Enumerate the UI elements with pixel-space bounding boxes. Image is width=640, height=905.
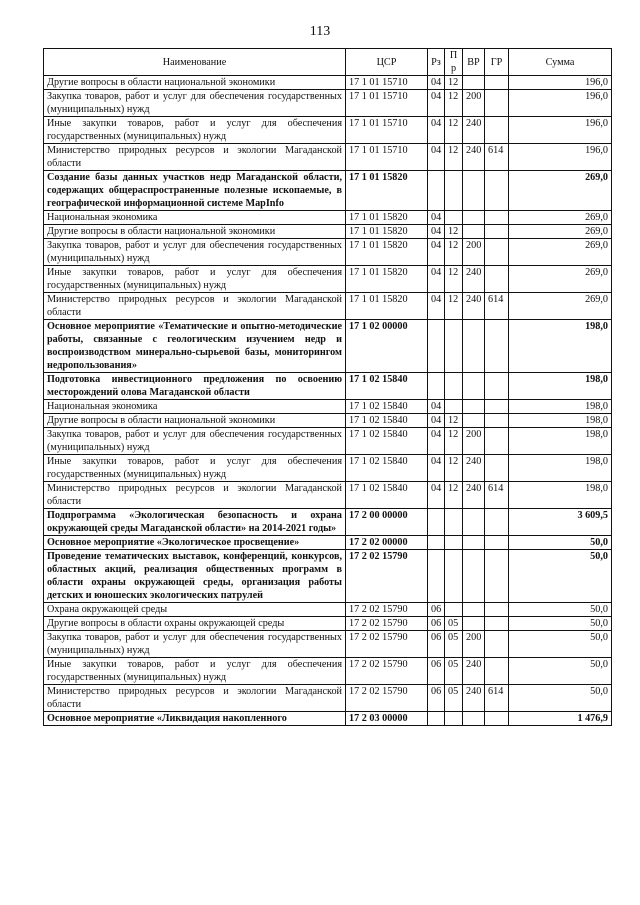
cell-csr: 17 2 02 15790: [346, 603, 428, 617]
cell-name: Национальная экономика: [44, 211, 346, 225]
table-row: [44, 414, 612, 428]
cell-gr: [485, 400, 509, 414]
cell-vr: 240: [463, 293, 485, 320]
cell-vr: 200: [463, 239, 485, 266]
cell-sum: 50,0: [509, 617, 612, 631]
table-row: [44, 712, 612, 726]
cell-pr: [445, 712, 463, 726]
table-body: [44, 76, 612, 726]
cell-rz: [428, 171, 445, 211]
table-row: [44, 603, 612, 617]
cell-sum: 198,0: [509, 414, 612, 428]
header-sum: Сумма: [509, 49, 612, 76]
cell-csr: 17 1 02 15840: [346, 455, 428, 482]
cell-name: Иные закупки товаров, работ и услуг для обеспечения государственных (муниципальных) нужд: [44, 658, 346, 685]
cell-sum: 50,0: [509, 631, 612, 658]
cell-sum: 198,0: [509, 455, 612, 482]
cell-csr: 17 2 02 15790: [346, 658, 428, 685]
table-row: [44, 617, 612, 631]
cell-name: Основное мероприятие «Тематические и опытно-методические работы, связанные с геологическим изучением недр и воспроизводством минерально-сырьевой базы, мониторингом недропользования»: [44, 320, 346, 373]
cell-name: Иные закупки товаров, работ и услуг для обеспечения государственных (муниципальных) нужд: [44, 455, 346, 482]
cell-vr: [463, 550, 485, 603]
cell-vr: 240: [463, 117, 485, 144]
cell-gr: [485, 90, 509, 117]
cell-gr: [485, 658, 509, 685]
table-header-row: [44, 49, 612, 76]
cell-pr: 12: [445, 239, 463, 266]
cell-rz: [428, 373, 445, 400]
cell-rz: [428, 712, 445, 726]
cell-rz: 06: [428, 685, 445, 712]
cell-name: Национальная экономика: [44, 400, 346, 414]
header-name: Наименование: [44, 49, 346, 76]
cell-sum: 50,0: [509, 658, 612, 685]
cell-csr: 17 1 02 15840: [346, 482, 428, 509]
cell-name: Другие вопросы в области национальной экономики: [44, 414, 346, 428]
cell-name: Другие вопросы в области охраны окружающей среды: [44, 617, 346, 631]
cell-rz: 04: [428, 428, 445, 455]
cell-name: Закупка товаров, работ и услуг для обеспечения государственных (муниципальных) нужд: [44, 90, 346, 117]
cell-sum: 269,0: [509, 239, 612, 266]
cell-pr: 05: [445, 685, 463, 712]
table-row: [44, 455, 612, 482]
cell-rz: [428, 536, 445, 550]
cell-vr: 240: [463, 144, 485, 171]
cell-vr: 240: [463, 455, 485, 482]
cell-rz: [428, 550, 445, 603]
table-row: [44, 211, 612, 225]
cell-sum: 50,0: [509, 550, 612, 603]
cell-gr: [485, 320, 509, 373]
table-row: [44, 373, 612, 400]
table-row: [44, 144, 612, 171]
cell-vr: [463, 509, 485, 536]
cell-rz: 04: [428, 455, 445, 482]
cell-rz: 04: [428, 90, 445, 117]
cell-pr: 05: [445, 658, 463, 685]
table-row: [44, 239, 612, 266]
cell-sum: 196,0: [509, 117, 612, 144]
cell-sum: 3 609,5: [509, 509, 612, 536]
cell-name: Основное мероприятие «Экологическое просвещение»: [44, 536, 346, 550]
cell-vr: [463, 211, 485, 225]
cell-name: Подпрограмма «Экологическая безопасность и охрана окружающей среды Магаданской области» на 2014-2021 годы»: [44, 509, 346, 536]
cell-rz: 04: [428, 482, 445, 509]
table-row: [44, 266, 612, 293]
table-row: [44, 536, 612, 550]
cell-csr: 17 1 01 15820: [346, 211, 428, 225]
cell-pr: 12: [445, 455, 463, 482]
table-row: [44, 631, 612, 658]
cell-csr: 17 2 02 15790: [346, 617, 428, 631]
cell-pr: [445, 536, 463, 550]
cell-csr: 17 2 00 00000: [346, 509, 428, 536]
cell-sum: 50,0: [509, 685, 612, 712]
cell-rz: 04: [428, 239, 445, 266]
cell-rz: 04: [428, 225, 445, 239]
cell-vr: [463, 617, 485, 631]
cell-sum: 196,0: [509, 76, 612, 90]
cell-rz: 04: [428, 414, 445, 428]
cell-rz: 06: [428, 658, 445, 685]
cell-sum: 269,0: [509, 266, 612, 293]
table-row: [44, 225, 612, 239]
table-row: [44, 428, 612, 455]
cell-csr: 17 1 01 15820: [346, 239, 428, 266]
header-rz: Рз: [428, 49, 445, 76]
cell-sum: 198,0: [509, 320, 612, 373]
cell-gr: [485, 117, 509, 144]
cell-gr: [485, 171, 509, 211]
cell-csr: 17 1 01 15710: [346, 76, 428, 90]
cell-rz: 04: [428, 293, 445, 320]
header-gr: ГР: [485, 49, 509, 76]
cell-pr: [445, 603, 463, 617]
cell-vr: [463, 171, 485, 211]
cell-pr: 05: [445, 631, 463, 658]
cell-sum: 198,0: [509, 482, 612, 509]
cell-name: Закупка товаров, работ и услуг для обеспечения государственных (муниципальных) нужд: [44, 631, 346, 658]
page-number: 113: [309, 24, 331, 39]
cell-pr: 12: [445, 117, 463, 144]
cell-pr: 12: [445, 293, 463, 320]
cell-vr: 200: [463, 90, 485, 117]
cell-pr: 12: [445, 225, 463, 239]
cell-vr: [463, 76, 485, 90]
cell-csr: 17 2 02 15790: [346, 631, 428, 658]
cell-vr: [463, 712, 485, 726]
cell-sum: 269,0: [509, 211, 612, 225]
cell-csr: 17 1 01 15710: [346, 117, 428, 144]
cell-sum: 198,0: [509, 400, 612, 414]
cell-gr: [485, 617, 509, 631]
cell-sum: 1 476,9: [509, 712, 612, 726]
cell-csr: 17 2 02 00000: [346, 536, 428, 550]
cell-name: Министерство природных ресурсов и экологии Магаданской области: [44, 482, 346, 509]
cell-name: Другие вопросы в области национальной экономики: [44, 225, 346, 239]
cell-gr: [485, 239, 509, 266]
cell-pr: 05: [445, 617, 463, 631]
table-row: [44, 90, 612, 117]
cell-csr: 17 1 02 15840: [346, 428, 428, 455]
cell-pr: [445, 509, 463, 536]
cell-gr: [485, 631, 509, 658]
header-pr: Пр: [445, 49, 463, 76]
cell-name: Министерство природных ресурсов и экологии Магаданской области: [44, 293, 346, 320]
cell-gr: [485, 414, 509, 428]
cell-pr: 12: [445, 414, 463, 428]
cell-gr: [485, 536, 509, 550]
cell-name: Иные закупки товаров, работ и услуг для обеспечения государственных (муниципальных) нужд: [44, 117, 346, 144]
table-row: [44, 400, 612, 414]
cell-gr: [485, 603, 509, 617]
cell-vr: 240: [463, 482, 485, 509]
cell-csr: 17 1 02 15840: [346, 400, 428, 414]
cell-pr: 12: [445, 90, 463, 117]
cell-csr: 17 1 02 00000: [346, 320, 428, 373]
table-row: [44, 293, 612, 320]
cell-csr: 17 1 02 15840: [346, 414, 428, 428]
cell-gr: [485, 428, 509, 455]
cell-vr: 200: [463, 428, 485, 455]
cell-rz: 04: [428, 266, 445, 293]
cell-rz: 06: [428, 603, 445, 617]
cell-rz: 04: [428, 144, 445, 171]
table-row: [44, 76, 612, 90]
cell-rz: 04: [428, 400, 445, 414]
cell-name: Создание базы данных участков недр Магаданской области, содержащих общераспространенные полезные ископаемые, в географической информационной системе MapInfo: [44, 171, 346, 211]
cell-csr: 17 1 01 15710: [346, 90, 428, 117]
cell-csr: 17 1 01 15820: [346, 171, 428, 211]
cell-name: Проведение тематических выставок, конференций, конкурсов, областных акций, реализация общественных программ в области охраны окружающей среды, организация работы детских и юношеских экологических патрулей: [44, 550, 346, 603]
cell-pr: [445, 400, 463, 414]
cell-pr: 12: [445, 428, 463, 455]
cell-pr: 12: [445, 482, 463, 509]
cell-csr: 17 1 01 15820: [346, 225, 428, 239]
cell-rz: 04: [428, 211, 445, 225]
cell-pr: [445, 550, 463, 603]
cell-gr: 614: [485, 144, 509, 171]
cell-pr: [445, 211, 463, 225]
table-row: [44, 482, 612, 509]
cell-gr: [485, 373, 509, 400]
cell-gr: [485, 266, 509, 293]
cell-vr: [463, 414, 485, 428]
table-row: [44, 509, 612, 536]
header-csr: ЦСР: [346, 49, 428, 76]
cell-pr: [445, 171, 463, 211]
cell-csr: 17 1 02 15840: [346, 373, 428, 400]
cell-name: Иные закупки товаров, работ и услуг для обеспечения государственных (муниципальных) нужд: [44, 266, 346, 293]
budget-table: [43, 48, 612, 726]
cell-gr: [485, 76, 509, 90]
cell-csr: 17 2 02 15790: [346, 550, 428, 603]
header-vr: ВР: [463, 49, 485, 76]
cell-rz: 06: [428, 617, 445, 631]
cell-pr: [445, 320, 463, 373]
cell-sum: 269,0: [509, 171, 612, 211]
cell-gr: 614: [485, 685, 509, 712]
cell-pr: 12: [445, 266, 463, 293]
cell-gr: [485, 211, 509, 225]
table-row: [44, 320, 612, 373]
cell-vr: 240: [463, 266, 485, 293]
cell-gr: [485, 455, 509, 482]
cell-sum: 50,0: [509, 536, 612, 550]
cell-gr: [485, 550, 509, 603]
cell-sum: 198,0: [509, 373, 612, 400]
cell-sum: 198,0: [509, 428, 612, 455]
cell-vr: [463, 373, 485, 400]
cell-csr: 17 1 01 15820: [346, 266, 428, 293]
cell-gr: 614: [485, 482, 509, 509]
table-row: [44, 685, 612, 712]
cell-pr: 12: [445, 144, 463, 171]
cell-sum: 196,0: [509, 144, 612, 171]
table-row: [44, 117, 612, 144]
cell-sum: 196,0: [509, 90, 612, 117]
cell-vr: [463, 603, 485, 617]
cell-name: Закупка товаров, работ и услуг для обеспечения государственных (муниципальных) нужд: [44, 239, 346, 266]
cell-rz: [428, 320, 445, 373]
table-row: [44, 171, 612, 211]
cell-rz: 04: [428, 117, 445, 144]
cell-gr: 614: [485, 293, 509, 320]
cell-vr: 200: [463, 631, 485, 658]
cell-gr: [485, 225, 509, 239]
table-row: [44, 550, 612, 603]
cell-rz: 04: [428, 76, 445, 90]
cell-vr: [463, 400, 485, 414]
cell-csr: 17 2 03 00000: [346, 712, 428, 726]
cell-sum: 269,0: [509, 293, 612, 320]
cell-rz: 06: [428, 631, 445, 658]
cell-vr: [463, 225, 485, 239]
cell-vr: [463, 320, 485, 373]
cell-csr: 17 1 01 15820: [346, 293, 428, 320]
cell-name: Другие вопросы в области национальной экономики: [44, 76, 346, 90]
cell-gr: [485, 712, 509, 726]
cell-gr: [485, 509, 509, 536]
cell-name: Основное мероприятие «Ликвидация накопленного: [44, 712, 346, 726]
cell-pr: [445, 373, 463, 400]
cell-name: Охрана окружающей среды: [44, 603, 346, 617]
cell-sum: 269,0: [509, 225, 612, 239]
cell-name: Подготовка инвестиционного предложения по освоению месторождений олова Магаданской области: [44, 373, 346, 400]
cell-name: Министерство природных ресурсов и экологии Магаданской области: [44, 144, 346, 171]
cell-vr: 240: [463, 658, 485, 685]
cell-pr: 12: [445, 76, 463, 90]
cell-name: Закупка товаров, работ и услуг для обеспечения государственных (муниципальных) нужд: [44, 428, 346, 455]
cell-sum: 50,0: [509, 603, 612, 617]
cell-vr: [463, 536, 485, 550]
cell-csr: 17 2 02 15790: [346, 685, 428, 712]
cell-vr: 240: [463, 685, 485, 712]
table-row: [44, 658, 612, 685]
cell-name: Министерство природных ресурсов и экологии Магаданской области: [44, 685, 346, 712]
cell-rz: [428, 509, 445, 536]
cell-csr: 17 1 01 15710: [346, 144, 428, 171]
